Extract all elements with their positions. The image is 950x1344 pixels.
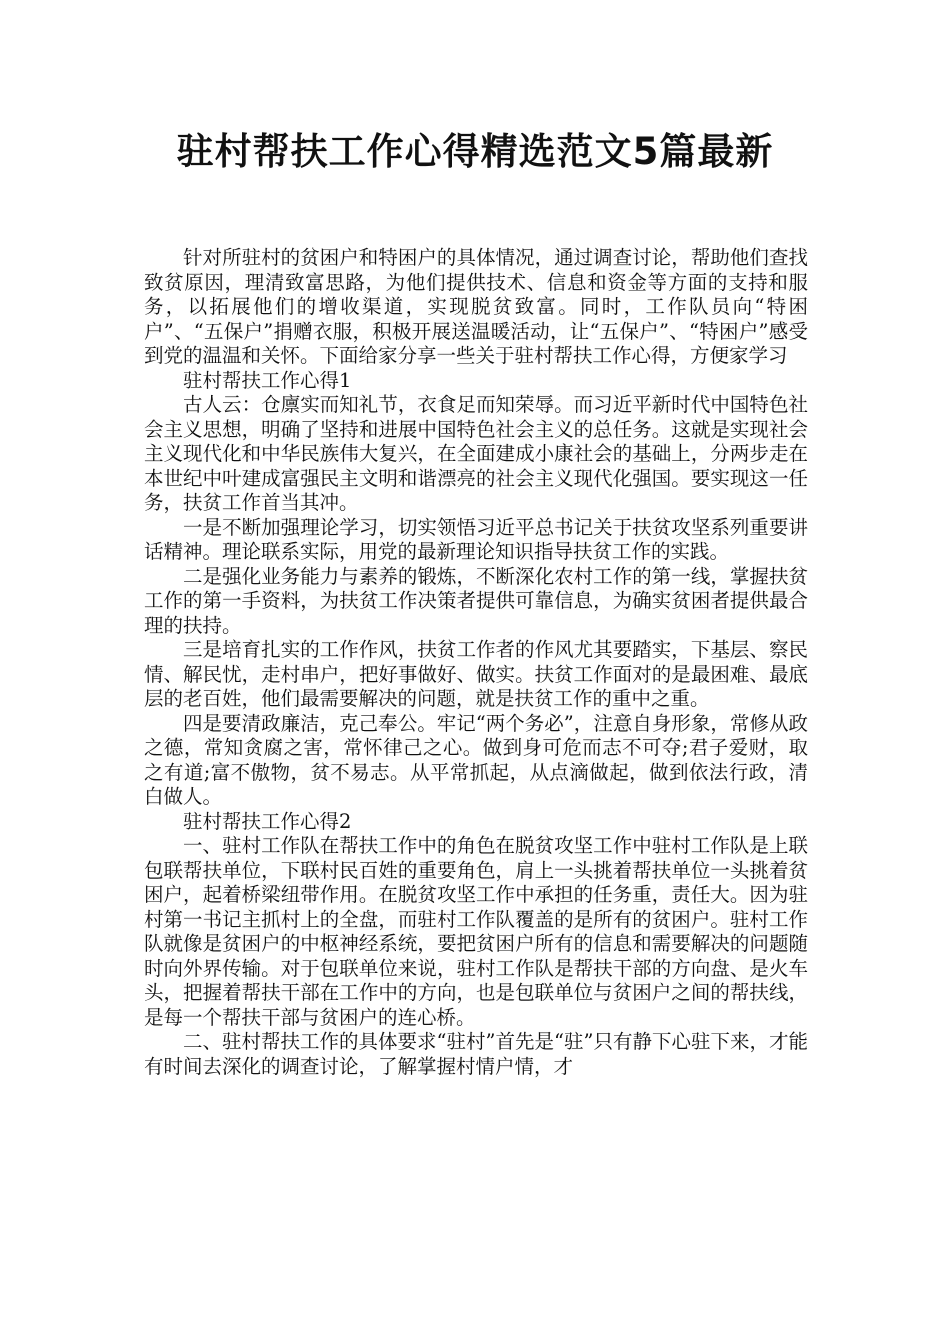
body-paragraph: 古人云：仓廪实而知礼节，衣食足而知荣辱。而习近平新时代中国特色社会主义思想，明确了坚持和进展中国特色社会主义的总任务。这就是实现社会主义现代化和中华民族伟大复兴，在全面建成小康社会的基础上，分两步走在本世纪中叶建成富强民主文明和谐漂亮的社会主义现代化强国。要实现这一任务，扶贫工作首当其冲。	[144, 393, 808, 514]
document-title: 驻村帮扶工作心得精选范文5篇最新	[176, 130, 774, 173]
body-paragraph: 一是不断加强理论学习，切实领悟习近平总书记关于扶贫攻坚系列重要讲话精神。理论联系实际，用党的最新理论知识指导扶贫工作的实践。	[144, 515, 808, 563]
body-paragraph: 二是强化业务能力与素养的锻炼，不断深化农村工作的第一线，掌握扶贫工作的第一手资料，为扶贫工作决策者提供可靠信息，为确实贫困者提供最合理的扶持。	[144, 564, 808, 637]
body-paragraph: 三是培育扎实的工作作风，扶贫工作者的作风尤其要踏实，下基层、察民情、解民忧，走村串户，把好事做好、做实。扶贫工作面对的是最困难、最底层的老百姓，他们最需要解决的问题，就是扶贫工作的重中之重。	[144, 638, 808, 710]
intro-paragraph: 针对所驻村的贫困户和特困户的具体情况，通过调查讨论，帮助他们查找致贫原因，理清致富思路，为他们提供技术、信息和资金等方面的支持和服务，以拓展他们的增收渠道，实现脱贫致富。同时，工作队员向“特困户”、“五保户”捐赠衣服，积极开展送温暖活动，让“五保户”、“特困户”感受到党的温温和关怀。下面给家分享一些关于驻村帮扶工作心得，方便家学习	[144, 246, 808, 367]
section-heading: 驻村帮扶工作心得1	[183, 368, 352, 392]
body-paragraph: 一、驻村工作队在帮扶工作中的角色在脱贫攻坚工作中驻村工作队是上联包联帮扶单位，下联村民百姓的重要角色，肩上一头挑着帮扶单位一头挑着贫困户，起着桥梁纽带作用。在脱贫攻坚工作中承担的任务重，责任大。因为驻村第一书记主抓村上的全盘，而驻村工作队覆盖的是所有的贫困户。驻村工作队就像是贫困户的中枢神经系统，要把贫困户所有的信息和需要解决的问题随时向外界传输。对于包联单位来说，驻村工作队是帮扶干部的方向盘、是火车头，把握着帮扶干部在工作中的方向，也是包联单位与贫困户之间的帮扶线，是每一个帮扶干部与贫困户的连心桥。	[144, 834, 808, 1029]
section-heading: 驻村帮扶工作心得2	[183, 809, 352, 833]
body-paragraph: 二、驻村帮扶工作的具体要求“驻村”首先是“驻”只有静下心驻下来，才能有时间去深化的调查讨论，了解掌握村情户情，才	[144, 1030, 808, 1078]
body-paragraph: 四是要清政廉洁，克己奉公。牢记“两个务必”，注意自身形象，常修从政之德，常知贪腐之害，常怀律己之心。做到身可危而志不可夺;君子爱财，取之有道;富不傲物，贫不易志。从平常抓起，从点滴做起，做到依法行政，清白做人。	[144, 711, 808, 808]
document-body	[144, 246, 808, 1079]
